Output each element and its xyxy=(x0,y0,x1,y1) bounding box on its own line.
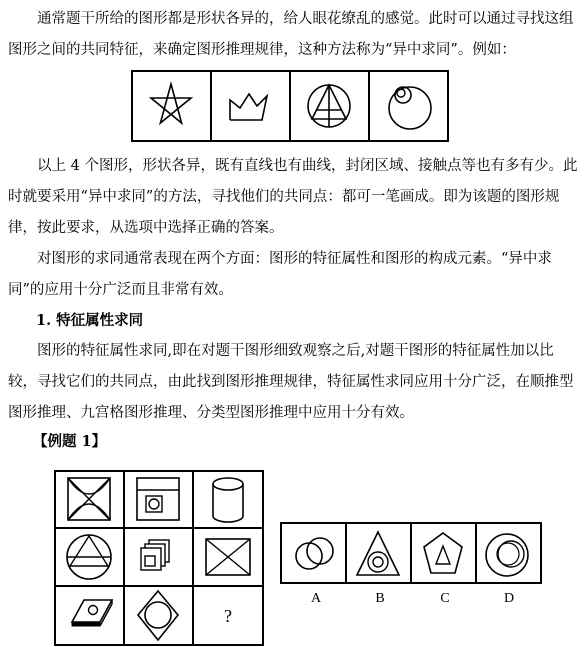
aspects-paragraph: 对图形的求同通常表现在两个方面：图形的特征属性和图形的构成元素。“异中求同”的应用十分广泛而且非常有效。 xyxy=(8,251,552,298)
cylinder-icon xyxy=(213,478,243,522)
example-label: 【例题 1】 xyxy=(33,433,107,450)
rhombus-circle-icon xyxy=(72,600,112,626)
square-circle-icon xyxy=(137,478,179,520)
answer-options xyxy=(280,522,542,608)
section-heading: 1. 特征属性求同 xyxy=(36,312,144,329)
bowtie-square-icon xyxy=(206,539,250,575)
question-mark: ? xyxy=(224,606,232,626)
option-label-b: B xyxy=(375,591,385,606)
crown-icon xyxy=(230,94,267,120)
diamond-circle-icon xyxy=(138,591,178,640)
crescent-circle-icon[interactable] xyxy=(486,534,528,576)
triangle-in-circle-icon xyxy=(308,85,350,127)
example-figure-row xyxy=(131,70,449,142)
pentagon-triangle-icon[interactable] xyxy=(424,533,462,573)
x-square-icon xyxy=(68,478,110,520)
example-question-grid xyxy=(54,470,264,646)
overlapping-circles-icon[interactable] xyxy=(296,538,333,569)
triangle-circle-icon[interactable] xyxy=(357,532,399,575)
method-paragraph: 以上 4 个图形，形状各异，既有直线也有曲线，封闭区域、接触点等也有多有少。此时就要采用“异中求同”的方法，寻找他们的共同点：都可一笔画成。即为该题的图形规律，按此要求，从选项中选择正确的答案。 xyxy=(8,158,578,236)
circle-triangle-icon xyxy=(67,535,111,579)
nested-circles-icon xyxy=(389,87,431,129)
feature-paragraph: 图形的特征属性求同,即在对题干图形细致观察之后,对题干图形的特征属性加以比较，寻找它们的共同点，由此找到图形推理规律，特征属性求同应用十分广泛，在顺推型图形推理、九宫格图形推理、分类型图形推理中应用十分有效。 xyxy=(8,343,574,421)
stacked-squares-icon xyxy=(141,540,169,570)
option-label-c: C xyxy=(440,591,450,606)
option-label-d: D xyxy=(503,591,515,606)
option-label-a: A xyxy=(310,591,322,606)
star-icon xyxy=(151,84,191,123)
intro-paragraph: 通常题干所给的图形都是形状各异的，给人眼花缭乱的感觉。此时可以通过寻找这组图形之间的共同特征，来确定图形推理规律，这种方法称为“异中求同”。例如： xyxy=(8,11,574,58)
